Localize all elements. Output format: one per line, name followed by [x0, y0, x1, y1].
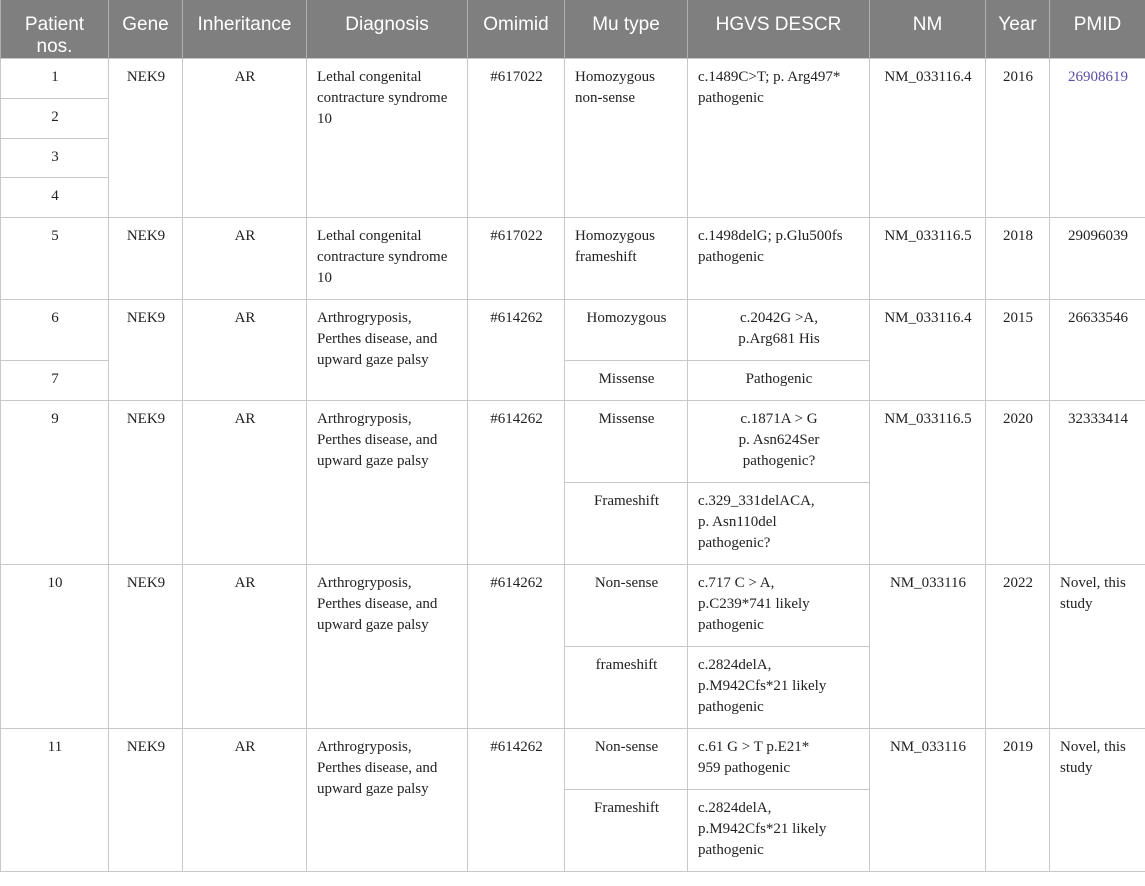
year-cell: 2020 [986, 401, 1050, 565]
nm-cell: NM_033116.5 [870, 218, 986, 300]
diagnosis-cell: Arthrogryposis, Perthes disease, and upward gaze palsy [307, 300, 468, 401]
omimid-cell: #614262 [468, 729, 565, 872]
pmid-cell: 26633546 [1050, 300, 1145, 401]
mu-type-cell: Homozygous frameshift [565, 218, 688, 300]
hgvs-cell: c.2824delA, p.M942Cfs*21 likely pathogenic [688, 790, 870, 872]
hgvs-cell: c.2824delA, p.M942Cfs*21 likely pathogenic [688, 647, 870, 729]
pmid-cell [1050, 59, 1145, 218]
diagnosis-cell: Arthrogryposis, Perthes disease, and upward gaze palsy [307, 729, 468, 872]
hgvs-cell: c.1489C>T; p. Arg497* pathogenic [688, 59, 870, 218]
patient-number: 7 [1, 361, 109, 401]
header-year: Year [986, 0, 1050, 59]
patient-number: 10 [1, 565, 109, 729]
header-diagnosis: Diagnosis [307, 0, 468, 59]
year-cell: 2016 [986, 59, 1050, 218]
pmid-cell: Novel, this study [1050, 729, 1145, 872]
mu-type-cell: Non-sense [565, 729, 688, 790]
pmid-cell: Novel, this study [1050, 565, 1145, 729]
year-cell: 2015 [986, 300, 1050, 401]
patient-number: 4 [1, 178, 109, 218]
mu-type-cell: Frameshift [565, 483, 688, 565]
table-row [1, 729, 1145, 790]
mu-type-cell: Homozygous non-sense [565, 59, 688, 218]
diagnosis-cell: Lethal congenital contracture syndrome 10 [307, 218, 468, 300]
gene-cell: NEK9 [109, 565, 183, 729]
diagnosis-cell: Arthrogryposis, Perthes disease, and upward gaze palsy [307, 401, 468, 565]
gene-cell: NEK9 [109, 300, 183, 401]
year-cell: 2019 [986, 729, 1050, 872]
omimid-cell: #617022 [468, 59, 565, 218]
mu-type-cell: Homozygous [565, 300, 688, 361]
hgvs-cell: c.2042G >A, p.Arg681 His [688, 300, 870, 361]
header-pmid: PMID [1050, 0, 1145, 59]
hgvs-cell: c.329_331delACA, p. Asn110del pathogenic? [688, 483, 870, 565]
mu-type-cell: Frameshift [565, 790, 688, 872]
table-row [1, 300, 1145, 361]
diagnosis-cell: Arthrogryposis, Perthes disease, and upward gaze palsy [307, 565, 468, 729]
mu-type-cell: Missense [565, 361, 688, 401]
year-cell: 2018 [986, 218, 1050, 300]
patient-number: 6 [1, 300, 109, 361]
patient-number: 9 [1, 401, 109, 565]
omimid-cell: #614262 [468, 300, 565, 401]
patient-number: 5 [1, 218, 109, 300]
inheritance-cell: AR [183, 300, 307, 401]
hgvs-cell: c.1498delG; p.Glu500fs pathogenic [688, 218, 870, 300]
nm-cell: NM_033116.5 [870, 401, 986, 565]
hgvs-cell: c.717 C > A, p.C239*741 likely pathogenic [688, 565, 870, 647]
patient-number: 3 [1, 139, 109, 178]
nm-cell: NM_033116 [870, 729, 986, 872]
header-inheritance: Inheritance [183, 0, 307, 59]
gene-cell: NEK9 [109, 401, 183, 565]
gene-cell: NEK9 [109, 218, 183, 300]
gene-cell: NEK9 [109, 59, 183, 218]
pmid-cell: 29096039 [1050, 218, 1145, 300]
inheritance-cell: AR [183, 401, 307, 565]
diagnosis-cell: Lethal congenital contracture syndrome 10 [307, 59, 468, 218]
header-row [1, 0, 1145, 59]
nm-cell: NM_033116.4 [870, 300, 986, 401]
omimid-cell: #617022 [468, 218, 565, 300]
header-nm: NM [870, 0, 986, 59]
year-cell: 2022 [986, 565, 1050, 729]
header-hgvs-descr: HGVS DESCR [688, 0, 870, 59]
nm-cell: NM_033116.4 [870, 59, 986, 218]
pmid-cell: 32333414 [1050, 401, 1145, 565]
header-patient-nos: Patient nos. [1, 0, 109, 59]
table-row [1, 218, 1145, 300]
gene-cell: NEK9 [109, 729, 183, 872]
nm-cell: NM_033116 [870, 565, 986, 729]
hgvs-cell: c.61 G > T p.E21* 959 pathogenic [688, 729, 870, 790]
table-row [1, 401, 1145, 483]
inheritance-cell: AR [183, 565, 307, 729]
table-row [1, 565, 1145, 647]
hgvs-cell: Pathogenic [688, 361, 870, 401]
inheritance-cell: AR [183, 729, 307, 872]
pmid-link[interactable]: 26908619 [1068, 69, 1128, 85]
mu-type-cell: frameshift [565, 647, 688, 729]
omimid-cell: #614262 [468, 565, 565, 729]
patient-number: 11 [1, 729, 109, 872]
patient-number: 2 [1, 99, 109, 139]
hgvs-cell: c.1871A > G p. Asn624Ser pathogenic? [688, 401, 870, 483]
mu-type-cell: Non-sense [565, 565, 688, 647]
header-gene: Gene [109, 0, 183, 59]
inheritance-cell: AR [183, 59, 307, 218]
omimid-cell: #614262 [468, 401, 565, 565]
header-omimid: Omimid [468, 0, 565, 59]
header-mu-type: Mu type [565, 0, 688, 59]
mu-type-cell: Missense [565, 401, 688, 483]
inheritance-cell: AR [183, 218, 307, 300]
patient-number: 1 [1, 59, 109, 99]
table-row [1, 59, 1145, 99]
